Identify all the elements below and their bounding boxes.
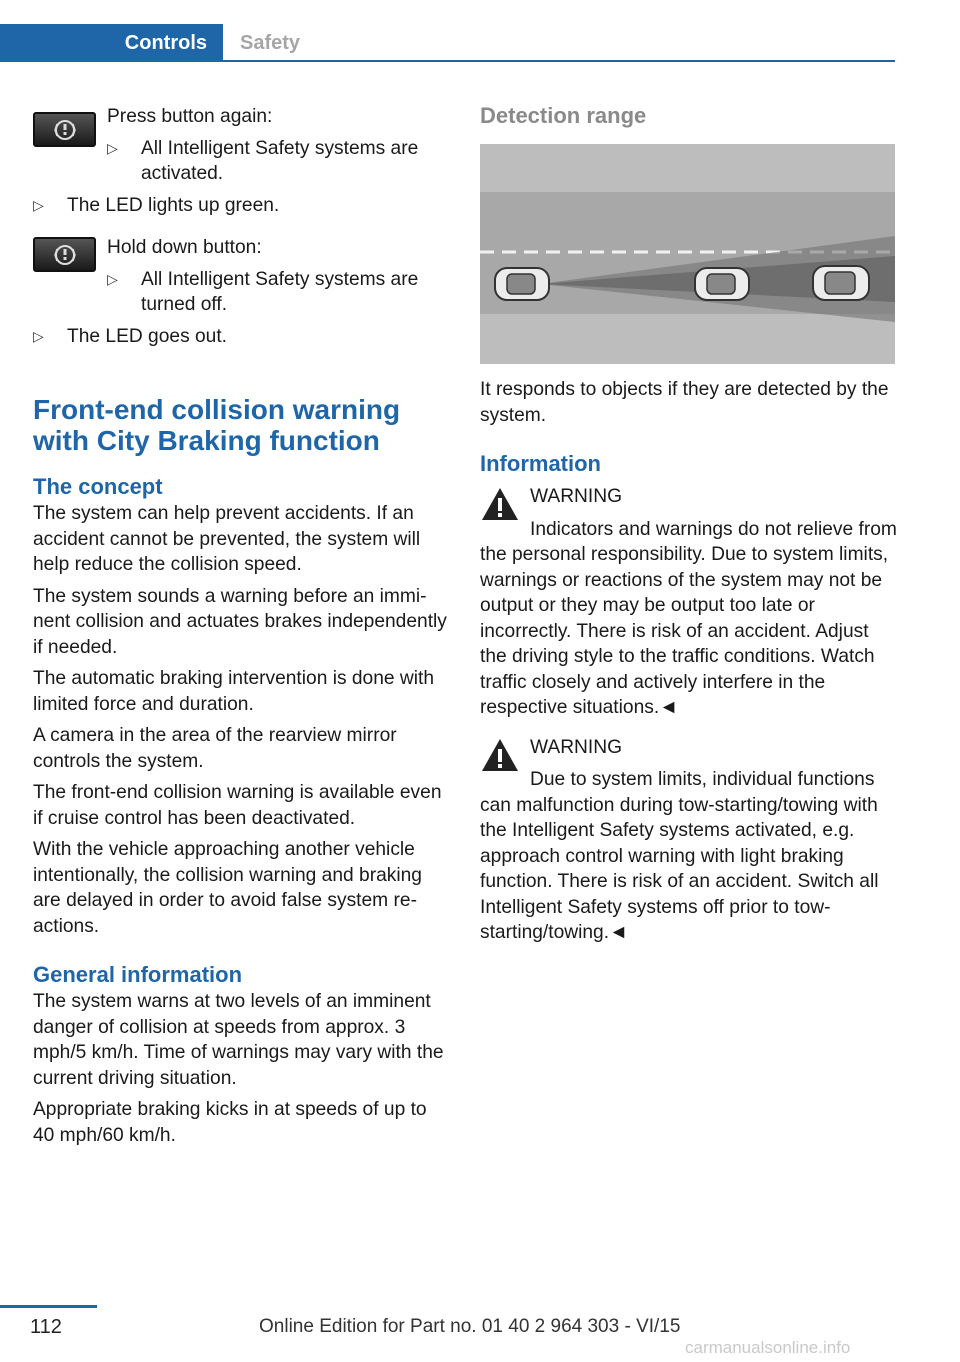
page-header xyxy=(0,24,895,62)
warning-triangle-icon xyxy=(480,486,520,522)
warning-text: Indicators and warnings do not relieve from the personal responsibility. Due to system limits, warnings or reactions of the system may not be output or they may be output too late or incorrectly. There is risk of an accident. Adjust the driving style to the traffic conditions. Watch traffic closely and actively interfere in the respective situations.◄ xyxy=(480,518,897,718)
list-item xyxy=(107,136,448,187)
section-title: Front-end collision warning with City Braking function xyxy=(33,394,401,456)
concept-paragraph: The system sounds a warning before an imminent collision and actuates brakes independently if needed. xyxy=(33,585,447,658)
safety-button-icon xyxy=(33,237,96,272)
led-out-text: The LED goes out. xyxy=(67,325,227,347)
bullet-triangle-icon: ▷ xyxy=(33,196,44,213)
car-icon xyxy=(695,268,749,300)
concept-paragraph: The front-end collision warning is available even if cruise control has been deactivated. xyxy=(33,782,442,829)
general-heading: General information xyxy=(33,962,243,987)
list-item xyxy=(107,267,448,318)
header-rule xyxy=(0,60,895,62)
warning-label: WARNING xyxy=(530,486,623,507)
warning-block xyxy=(480,484,897,721)
tab-controls[interactable]: Controls xyxy=(0,24,223,62)
edition-footer: Online Edition for Part no. 01 40 2 964 303 - VI/15 xyxy=(259,1316,681,1337)
concept-paragraph: The system can help prevent accidents. If an accident cannot be prevented, the system will help reduce the collision speed. xyxy=(33,503,421,575)
detection-heading: Detection range xyxy=(480,103,647,128)
hold-down-label: Hold down button: xyxy=(107,237,262,258)
concept-paragraph: With the vehicle approaching another vehicle intentionally, the collision warning and braking are delayed in order to avoid false system reactions. xyxy=(33,839,422,937)
detection-range-figure xyxy=(480,144,895,364)
led-green-text: The LED lights up green. xyxy=(67,194,280,216)
press-again-result: All Intelligent Safety systems are activated. xyxy=(141,137,419,184)
hold-down-result: All Intelligent Safety systems are turned off. xyxy=(141,268,419,315)
warning-block xyxy=(480,735,897,946)
concept-paragraph: The automatic braking intervention is done with limited force and duration. xyxy=(33,668,435,715)
information-heading: Information xyxy=(480,451,601,476)
concept-paragraph: A camera in the area of the rearview mirror controls the system. xyxy=(33,725,397,772)
bullet-triangle-icon: ▷ xyxy=(107,270,118,287)
bullet-triangle-icon: ▷ xyxy=(107,139,118,156)
detection-text: It responds to objects if they are detected by the system. xyxy=(480,379,889,426)
warning-text: Due to system limits, individual functions can malfunction during tow-starting/towing with the Intelligent Safety systems activated, e.g. approach control warning with light braking function. There is risk of an accident. Switch all Intelligent Safety systems off prior to tow-starting/towing.◄ xyxy=(480,769,879,943)
warning-triangle-icon xyxy=(480,737,520,773)
left-column xyxy=(33,100,448,1148)
page-number-rule xyxy=(0,1305,97,1308)
press-again-label: Press button again: xyxy=(107,106,273,127)
right-column xyxy=(480,100,897,946)
page-number: 112 xyxy=(30,1316,62,1338)
general-paragraph: The system warns at two levels of an imminent danger of collision at speeds from approx. 3 mph/5 km/h. Time of warnings may vary with the current driving situation. xyxy=(33,991,444,1089)
car-icon xyxy=(813,266,869,300)
press-again-block xyxy=(33,104,448,187)
safety-button-icon xyxy=(33,112,96,147)
concept-heading: The concept xyxy=(33,474,163,499)
car-icon xyxy=(495,268,549,300)
tab-safety[interactable]: Safety xyxy=(240,32,301,54)
general-paragraph: Appropriate braking kicks in at speeds of up to 40 mph/60 km/h. xyxy=(33,1099,427,1146)
list-item xyxy=(33,193,448,219)
bullet-triangle-icon: ▷ xyxy=(33,327,44,344)
watermark: carmanualsonline.info xyxy=(685,1338,851,1357)
warning-label: WARNING xyxy=(530,736,623,758)
list-item xyxy=(33,324,448,350)
hold-down-block xyxy=(33,235,448,318)
